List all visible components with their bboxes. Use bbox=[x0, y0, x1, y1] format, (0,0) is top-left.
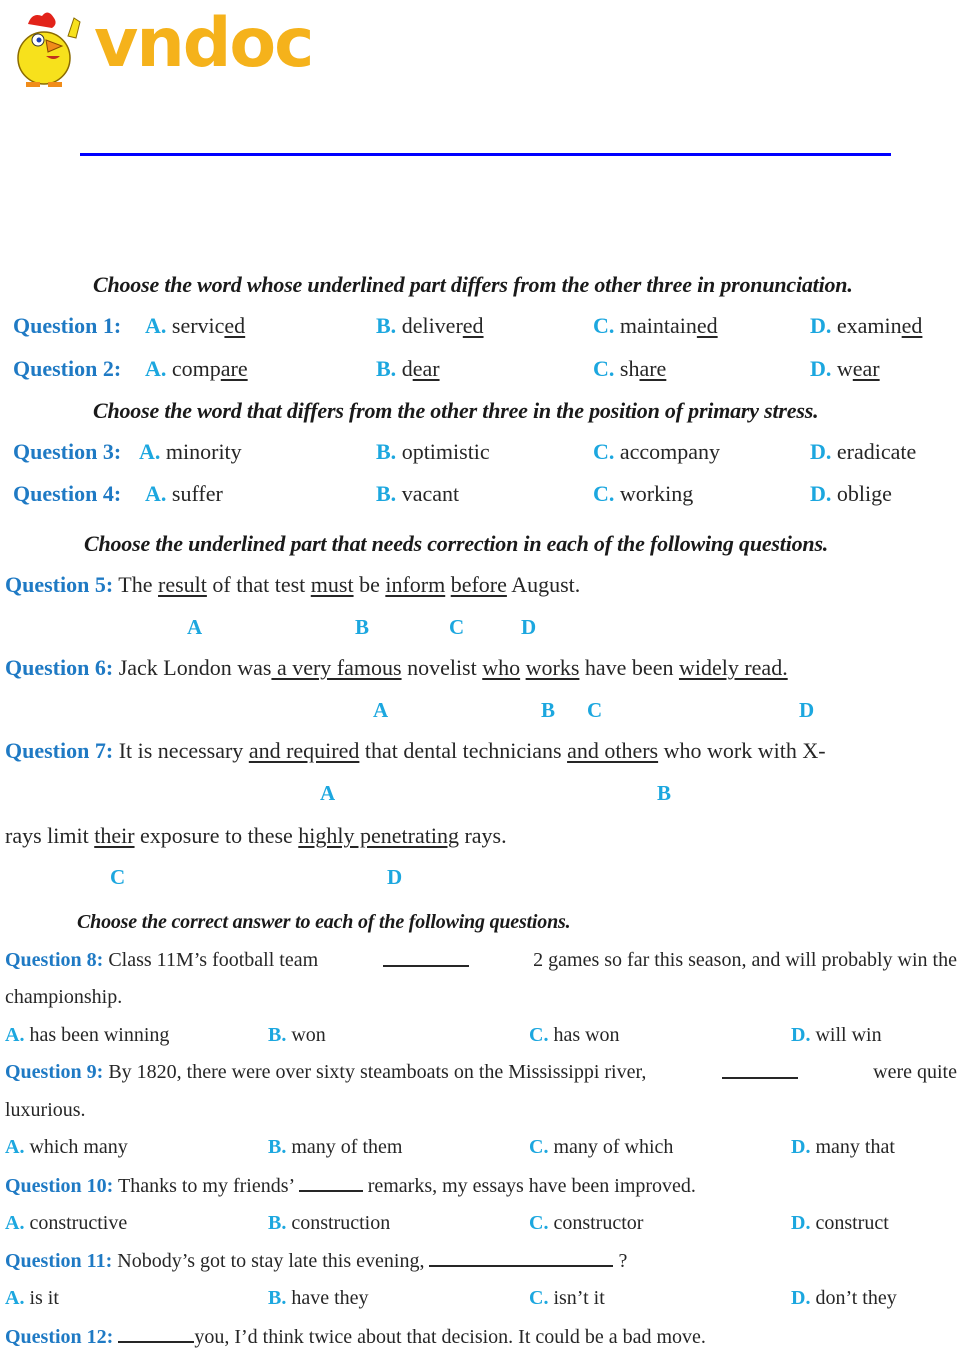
answer-blank[interactable] bbox=[722, 1061, 798, 1079]
answer-blank[interactable] bbox=[299, 1174, 363, 1192]
option-a[interactable]: A. compare bbox=[145, 356, 248, 381]
vndoc-logo bbox=[6, 6, 336, 90]
logo-wordmark: vndoc bbox=[94, 4, 313, 83]
option-b[interactable]: B. delivered bbox=[376, 313, 484, 338]
option-letter: A. bbox=[145, 356, 167, 381]
option-letter: D. bbox=[810, 439, 832, 464]
question-label: Question 2: bbox=[13, 356, 122, 381]
option-d[interactable]: D. wear bbox=[810, 356, 880, 381]
question-label: Question 4: bbox=[13, 481, 122, 506]
option-a[interactable]: A. minority bbox=[139, 439, 242, 464]
option-d[interactable]: D. construct bbox=[791, 1212, 889, 1234]
option-letter: C. bbox=[593, 313, 615, 338]
answer-blank[interactable] bbox=[118, 1325, 194, 1343]
option-c[interactable]: C. share bbox=[593, 356, 667, 381]
answer-blank[interactable] bbox=[429, 1249, 613, 1267]
underlined-part-b[interactable]: must bbox=[310, 572, 354, 597]
option-b[interactable]: B. vacant bbox=[376, 481, 460, 506]
section-instruction: Choose the word that differs from the other three in the position of primary stress. bbox=[93, 398, 819, 423]
question-label: Question 9: bbox=[5, 1061, 104, 1083]
section-instruction: Choose the underlined part that needs correction in each of the following questions. bbox=[84, 531, 829, 556]
option-b[interactable]: B. have they bbox=[268, 1287, 369, 1309]
question-label: Question 5: bbox=[5, 572, 114, 597]
option-c[interactable]: C. has won bbox=[529, 1024, 620, 1046]
question-1 bbox=[13, 313, 121, 339]
marker-a: A bbox=[187, 615, 203, 639]
marker-b: B bbox=[541, 698, 556, 722]
question-label: Question 8: bbox=[5, 949, 104, 971]
option-letter: D. bbox=[810, 356, 832, 381]
marker-d: D bbox=[387, 865, 403, 889]
underlined-part-b[interactable]: who bbox=[482, 655, 521, 680]
marker-d: D bbox=[799, 698, 815, 722]
option-letter: B. bbox=[376, 481, 397, 506]
option-letter: A. bbox=[139, 439, 161, 464]
underlined-part-a[interactable]: result bbox=[158, 572, 207, 597]
chicken-mascot-icon bbox=[6, 6, 86, 90]
option-letter: A. bbox=[145, 313, 167, 338]
question-2 bbox=[13, 356, 121, 382]
marker-a: A bbox=[373, 698, 389, 722]
marker-d: D bbox=[521, 615, 537, 639]
marker-b: B bbox=[657, 781, 672, 805]
option-c[interactable]: C. accompany bbox=[593, 439, 721, 464]
underlined-part-c[interactable]: works bbox=[525, 655, 580, 680]
underlined-part-d[interactable]: highly penetrating bbox=[298, 823, 459, 848]
option-c[interactable]: C. working bbox=[593, 481, 694, 506]
question-label: Question 3: bbox=[13, 439, 122, 464]
question-11: Question 11: Nobody’s got to stay late this evening, ? bbox=[5, 1250, 628, 1272]
option-d[interactable]: D. eradicate bbox=[810, 439, 917, 464]
option-d[interactable]: D. oblige bbox=[810, 481, 892, 506]
option-c[interactable]: C. maintained bbox=[593, 313, 718, 338]
option-letter: D. bbox=[810, 481, 832, 506]
option-c[interactable]: C. constructor bbox=[529, 1212, 644, 1234]
underlined-part-d[interactable]: widely read. bbox=[678, 655, 788, 680]
question-12: Question 12: you, I’d think twice about that decision. It could be a bad move. bbox=[5, 1326, 706, 1348]
underlined-part-b[interactable]: and others bbox=[567, 738, 659, 763]
underlined-part-c[interactable]: their bbox=[94, 823, 135, 848]
answer-blank[interactable] bbox=[383, 949, 469, 967]
option-letter: A. bbox=[145, 481, 167, 506]
underlined-part-a[interactable]: and required bbox=[248, 738, 360, 763]
option-b[interactable]: B. dear bbox=[376, 356, 440, 381]
marker-b: B bbox=[355, 615, 370, 639]
option-d[interactable]: D. many that bbox=[791, 1136, 895, 1158]
question-3 bbox=[13, 439, 121, 465]
section-instruction: Choose the word whose underlined part differs from the other three in pronunciation. bbox=[93, 272, 853, 297]
marker-c: C bbox=[587, 698, 603, 722]
question-6: Question 6: Jack London was a very famous novelist who works have been widely read. bbox=[5, 655, 788, 680]
question-7: Question 7: It is necessary and required that dental technicians and others who work with X- bbox=[5, 738, 826, 763]
question-10: Question 10: Thanks to my friends’ remarks, my essays have been improved. bbox=[5, 1175, 696, 1197]
question-label: Question 1: bbox=[13, 313, 122, 338]
option-c[interactable]: C. many of which bbox=[529, 1136, 674, 1158]
section-instruction: Choose the correct answer to each of the following questions. bbox=[77, 911, 571, 933]
question-5: Question 5: The result of that test must be inform before August. bbox=[5, 572, 581, 597]
option-a[interactable]: A. suffer bbox=[145, 481, 223, 506]
option-b[interactable]: B. construction bbox=[268, 1212, 391, 1234]
question-9: Question 9: By 1820, there were over sixty steamboats on the Mississippi river, were quite bbox=[5, 1061, 957, 1083]
option-a[interactable]: A. constructive bbox=[5, 1212, 128, 1234]
question-label: Question 6: bbox=[5, 655, 114, 680]
option-letter: D. bbox=[810, 313, 832, 338]
question-label: Question 12: bbox=[5, 1326, 114, 1348]
option-d[interactable]: D. don’t they bbox=[791, 1287, 897, 1309]
option-a[interactable]: A. serviced bbox=[145, 313, 246, 338]
option-letter: C. bbox=[593, 439, 615, 464]
question-7-continued: rays limit their exposure to these highly penetrating rays. bbox=[5, 823, 507, 848]
option-b[interactable]: B. optimistic bbox=[376, 439, 490, 464]
underlined-part-d[interactable]: before bbox=[450, 572, 507, 597]
option-letter: B. bbox=[376, 439, 397, 464]
question-label: Question 10: bbox=[5, 1175, 114, 1197]
marker-a: A bbox=[320, 781, 336, 805]
option-c[interactable]: C. isn’t it bbox=[529, 1287, 605, 1309]
question-8: Question 8: Class 11M’s football team 2 games so far this season, and will probably win the bbox=[5, 949, 957, 971]
question-label: Question 11: bbox=[5, 1250, 113, 1272]
question-9-continued: luxurious. bbox=[5, 1099, 86, 1121]
option-d[interactable]: D. will win bbox=[791, 1024, 882, 1046]
header-divider bbox=[80, 153, 891, 156]
option-a[interactable]: A. has been winning bbox=[5, 1024, 170, 1046]
option-a[interactable]: A. is it bbox=[5, 1287, 59, 1309]
option-b[interactable]: B. many of them bbox=[268, 1136, 403, 1158]
question-8-continued: championship. bbox=[5, 986, 123, 1008]
underlined-part-a[interactable]: a very famous bbox=[271, 655, 402, 680]
option-d[interactable]: D. examined bbox=[810, 313, 923, 338]
marker-c: C bbox=[110, 865, 126, 889]
question-4 bbox=[13, 481, 121, 507]
option-letter: C. bbox=[593, 481, 615, 506]
question-label: Question 7: bbox=[5, 738, 114, 763]
option-b[interactable]: B. won bbox=[268, 1024, 326, 1046]
option-letter: B. bbox=[376, 313, 397, 338]
option-letter: B. bbox=[376, 356, 397, 381]
underlined-part-c[interactable]: inform bbox=[385, 572, 446, 597]
option-letter: C. bbox=[593, 356, 615, 381]
option-a[interactable]: A. which many bbox=[5, 1136, 128, 1158]
marker-c: C bbox=[449, 615, 465, 639]
